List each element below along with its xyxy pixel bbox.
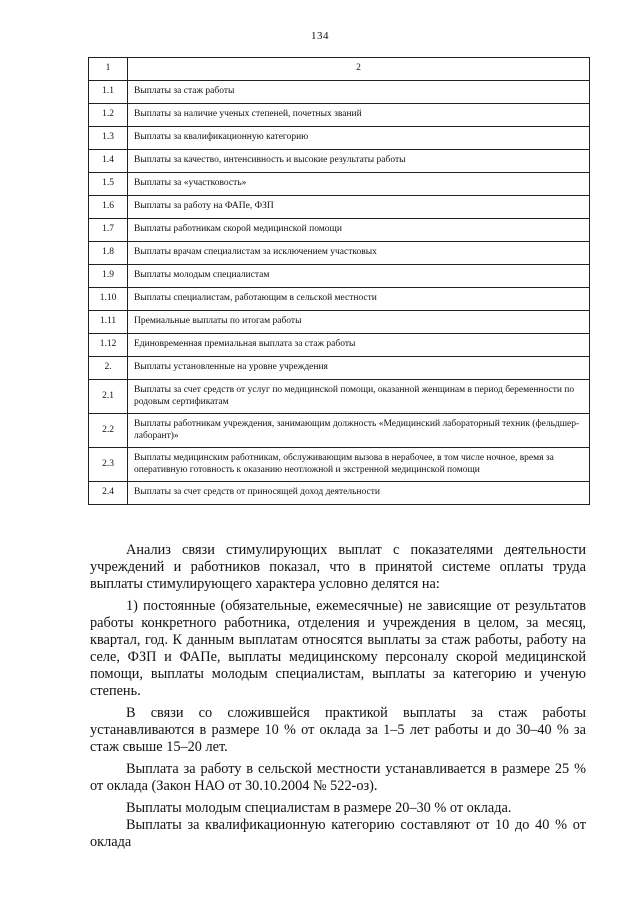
row-number: 1.4 (89, 150, 128, 173)
payments-table (88, 57, 590, 505)
row-number: 1.7 (89, 219, 128, 242)
row-number: 1.6 (89, 196, 128, 219)
column-header-description: 2 (128, 58, 590, 81)
table-header-row (89, 58, 590, 81)
row-text: Выплаты за качество, интенсивность и высокие результаты работы (128, 150, 590, 173)
table-row (89, 334, 590, 357)
table-row (89, 448, 590, 482)
body-text (90, 542, 586, 851)
paragraph-intro: Анализ связи стимулирующих выплат с показателями деятельности учреждений и работников показал, что в принятой системе оплаты труда выплаты стимулирующего характера условно делятся на: (90, 542, 586, 592)
table-row (89, 81, 590, 104)
row-number: 2.4 (89, 482, 128, 505)
paragraph-permanent-payments: 1) постоянные (обязательные, ежемесячные) не зависящие от результатов работы конкретного работника, отделения и учреждения в целом, за месяц, квартал, год. К данным выплатам относятся выплаты за стаж работы, работу на селе, ФЗП и ФАПе, выплаты медицинскому персоналу скорой медицинской помощи, выплаты молодым специалистам, выплаты за категорию и ученую степень. (90, 598, 586, 699)
row-text: Выплаты за счет средств от приносящей доход деятельности (128, 482, 590, 505)
table-row (89, 414, 590, 448)
paragraph-rural: Выплата за работу в сельской местности устанавливается в размере 25 % от оклада (Закон НАО от 30.10.2004 № 522-оз). (90, 761, 586, 794)
row-text: Выплаты за «участковость» (128, 173, 590, 196)
table-row (89, 265, 590, 288)
row-text: Выплаты врачам специалистам за исключением участковых (128, 242, 590, 265)
table-row (89, 104, 590, 127)
table-row (89, 150, 590, 173)
row-number: 2.2 (89, 414, 128, 448)
row-number: 1.1 (89, 81, 128, 104)
table-row (89, 380, 590, 414)
row-text: Выплаты медицинским работникам, обслуживающим вызова в нерабочее, в том числе ночное, время за оперативную готовность к оказанию неотложной и экстренной медицинской помощи (128, 448, 590, 482)
table-row (89, 173, 590, 196)
row-number: 1.2 (89, 104, 128, 127)
table-row (89, 288, 590, 311)
row-text: Выплаты работникам учреждения, занимающим должность «Медицинский лабораторный техник (фельдшер-лаборант)» (128, 414, 590, 448)
paragraph-category: Выплаты за квалификационную категорию составляют от 10 до 40 % от оклада (90, 817, 586, 850)
row-number: 1.11 (89, 311, 128, 334)
table-row (89, 196, 590, 219)
table-row (89, 242, 590, 265)
row-number: 1.3 (89, 127, 128, 150)
table-row (89, 127, 590, 150)
column-header-number: 1 (89, 58, 128, 81)
row-text: Выплаты работникам скорой медицинской помощи (128, 219, 590, 242)
row-number: 1.8 (89, 242, 128, 265)
row-text: Выплаты за стаж работы (128, 81, 590, 104)
row-text: Премиальные выплаты по итогам работы (128, 311, 590, 334)
row-text: Выплаты установленные на уровне учреждения (128, 357, 590, 380)
paragraph-seniority: В связи со сложившейся практикой выплаты за стаж работы устанавливаются в размере 10 % от оклада за 1–5 лет работы и до 30–40 % за стаж свыше 15–20 лет. (90, 705, 586, 755)
row-number: 1.12 (89, 334, 128, 357)
row-text: Выплаты за работу на ФАПе, ФЗП (128, 196, 590, 219)
row-text: Выплаты за квалификационную категорию (128, 127, 590, 150)
row-number: 1.10 (89, 288, 128, 311)
row-text: Выплаты молодым специалистам (128, 265, 590, 288)
table-row (89, 311, 590, 334)
row-number: 1.9 (89, 265, 128, 288)
table-row (89, 357, 590, 380)
row-number: 2.3 (89, 448, 128, 482)
row-number: 1.5 (89, 173, 128, 196)
row-text: Выплаты специалистам, работающим в сельской местности (128, 288, 590, 311)
table-row (89, 219, 590, 242)
row-number: 2.1 (89, 380, 128, 414)
table-row (89, 482, 590, 505)
row-text: Выплаты за счет средств от услуг по медицинской помощи, оказанной женщинам в период беременности по родовым сертификатам (128, 380, 590, 414)
page-number: 134 (311, 30, 329, 42)
row-text: Выплаты за наличие ученых степеней, почетных званий (128, 104, 590, 127)
row-text: Единовременная премиальная выплата за стаж работы (128, 334, 590, 357)
paragraph-young-specialists: Выплаты молодым специалистам в размере 20–30 % от оклада. (126, 800, 512, 816)
row-number: 2. (89, 357, 128, 380)
